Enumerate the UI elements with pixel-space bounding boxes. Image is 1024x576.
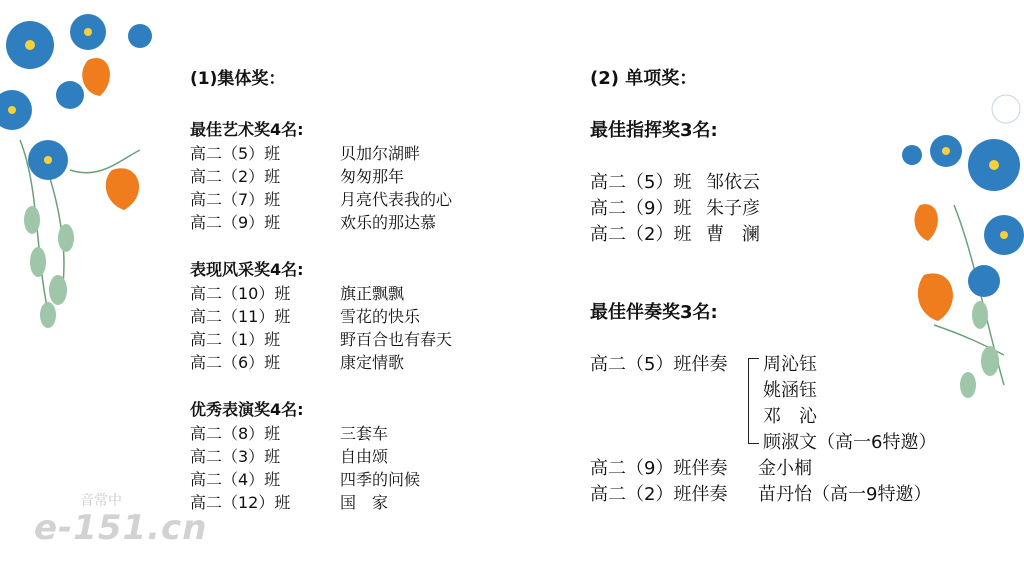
award-row [190,165,530,188]
award-title: 最佳艺术奖4名: [190,120,304,139]
song-title: 自由颂 [340,447,389,466]
award-row [190,328,530,351]
class-name: 高二（8）班 [190,424,281,443]
song-title: 旗正飘飘 [340,284,405,303]
song-title: 康定情歌 [340,353,405,372]
song-title: 四季的问候 [340,470,421,489]
winner-name: 苗丹怡（高一9特邀） [758,484,932,505]
class-name: 高二（2）班 [590,224,692,245]
song-title: 三套车 [340,424,389,443]
class-name: 高二（2）班伴奏 [590,484,728,505]
award-title-accompanist: 最佳伴奏奖3名: [590,302,718,323]
award-row [190,188,530,211]
song-title: 贝加尔湖畔 [340,144,421,163]
accompanist-row [590,456,1010,482]
class-name: 高二（5）班伴奏 [590,354,728,375]
winner-name: 邓 沁 [763,406,817,427]
award-title: 表现风采奖4名: [190,260,304,279]
class-name: 高二（9）班伴奏 [590,458,728,479]
accompanist-names [755,352,936,456]
class-name: 高二（11）班 [190,307,291,326]
winner-name: 姚涵钰 [763,380,817,401]
song-title: 匆匆那年 [340,167,405,186]
conductor-row [590,170,1010,196]
class-name: 高二（5）班 [590,172,692,193]
class-name: 高二（2）班 [190,167,281,186]
collective-awards [190,66,530,514]
accompanist-row [590,482,1010,508]
award-row [190,305,530,328]
winner-name: 金小桐 [758,458,812,479]
winner-name: 周沁钰 [763,354,817,375]
class-name: 高二（1）班 [190,330,281,349]
class-name: 高二（5）班 [190,144,281,163]
award-group [190,118,530,234]
class-name: 高二（9）班 [590,198,692,219]
award-row [190,351,530,374]
award-row [190,491,530,514]
class-name: 高二（10）班 [190,284,291,303]
winner-name: 朱子彦 [706,198,760,219]
watermark-main: e-151.cn [34,508,208,548]
award-row [190,282,530,305]
individual-awards [590,66,1010,508]
song-title: 欢乐的那达慕 [340,213,437,232]
winner-name: 曹 澜 [706,224,760,245]
song-title: 月亮代表我的心 [340,190,453,209]
class-name: 高二（3）班 [190,447,281,466]
award-row [190,211,530,234]
award-title-conductor: 最佳指挥奖3名: [590,120,718,141]
winner-name: 顾淑文（高一6特邀） [763,432,937,453]
song-title: 雪花的快乐 [340,307,421,326]
award-row [190,468,530,491]
section-title-individual: (2) 单项奖： [590,68,698,89]
flower-decoration-left [0,0,160,340]
song-title: 野百合也有春天 [340,330,453,349]
award-row [190,422,530,445]
award-group [190,398,530,514]
accompanist-group [590,352,1010,456]
conductor-row [590,222,1010,248]
class-name: 高二（12）班 [190,493,291,512]
watermark-top: 音常中 [80,493,122,509]
class-name: 高二（4）班 [190,470,281,489]
winner-name: 邹依云 [706,172,760,193]
award-row [190,445,530,468]
song-title: 国 家 [340,493,389,512]
class-name: 高二（9）班 [190,213,281,232]
conductor-row [590,196,1010,222]
award-group [190,258,530,374]
award-title: 优秀表演奖4名: [190,400,304,419]
class-name: 高二（7）班 [190,190,281,209]
award-row [190,142,530,165]
section-title-collective: (1)集体奖： [190,69,286,89]
class-name: 高二（6）班 [190,353,281,372]
